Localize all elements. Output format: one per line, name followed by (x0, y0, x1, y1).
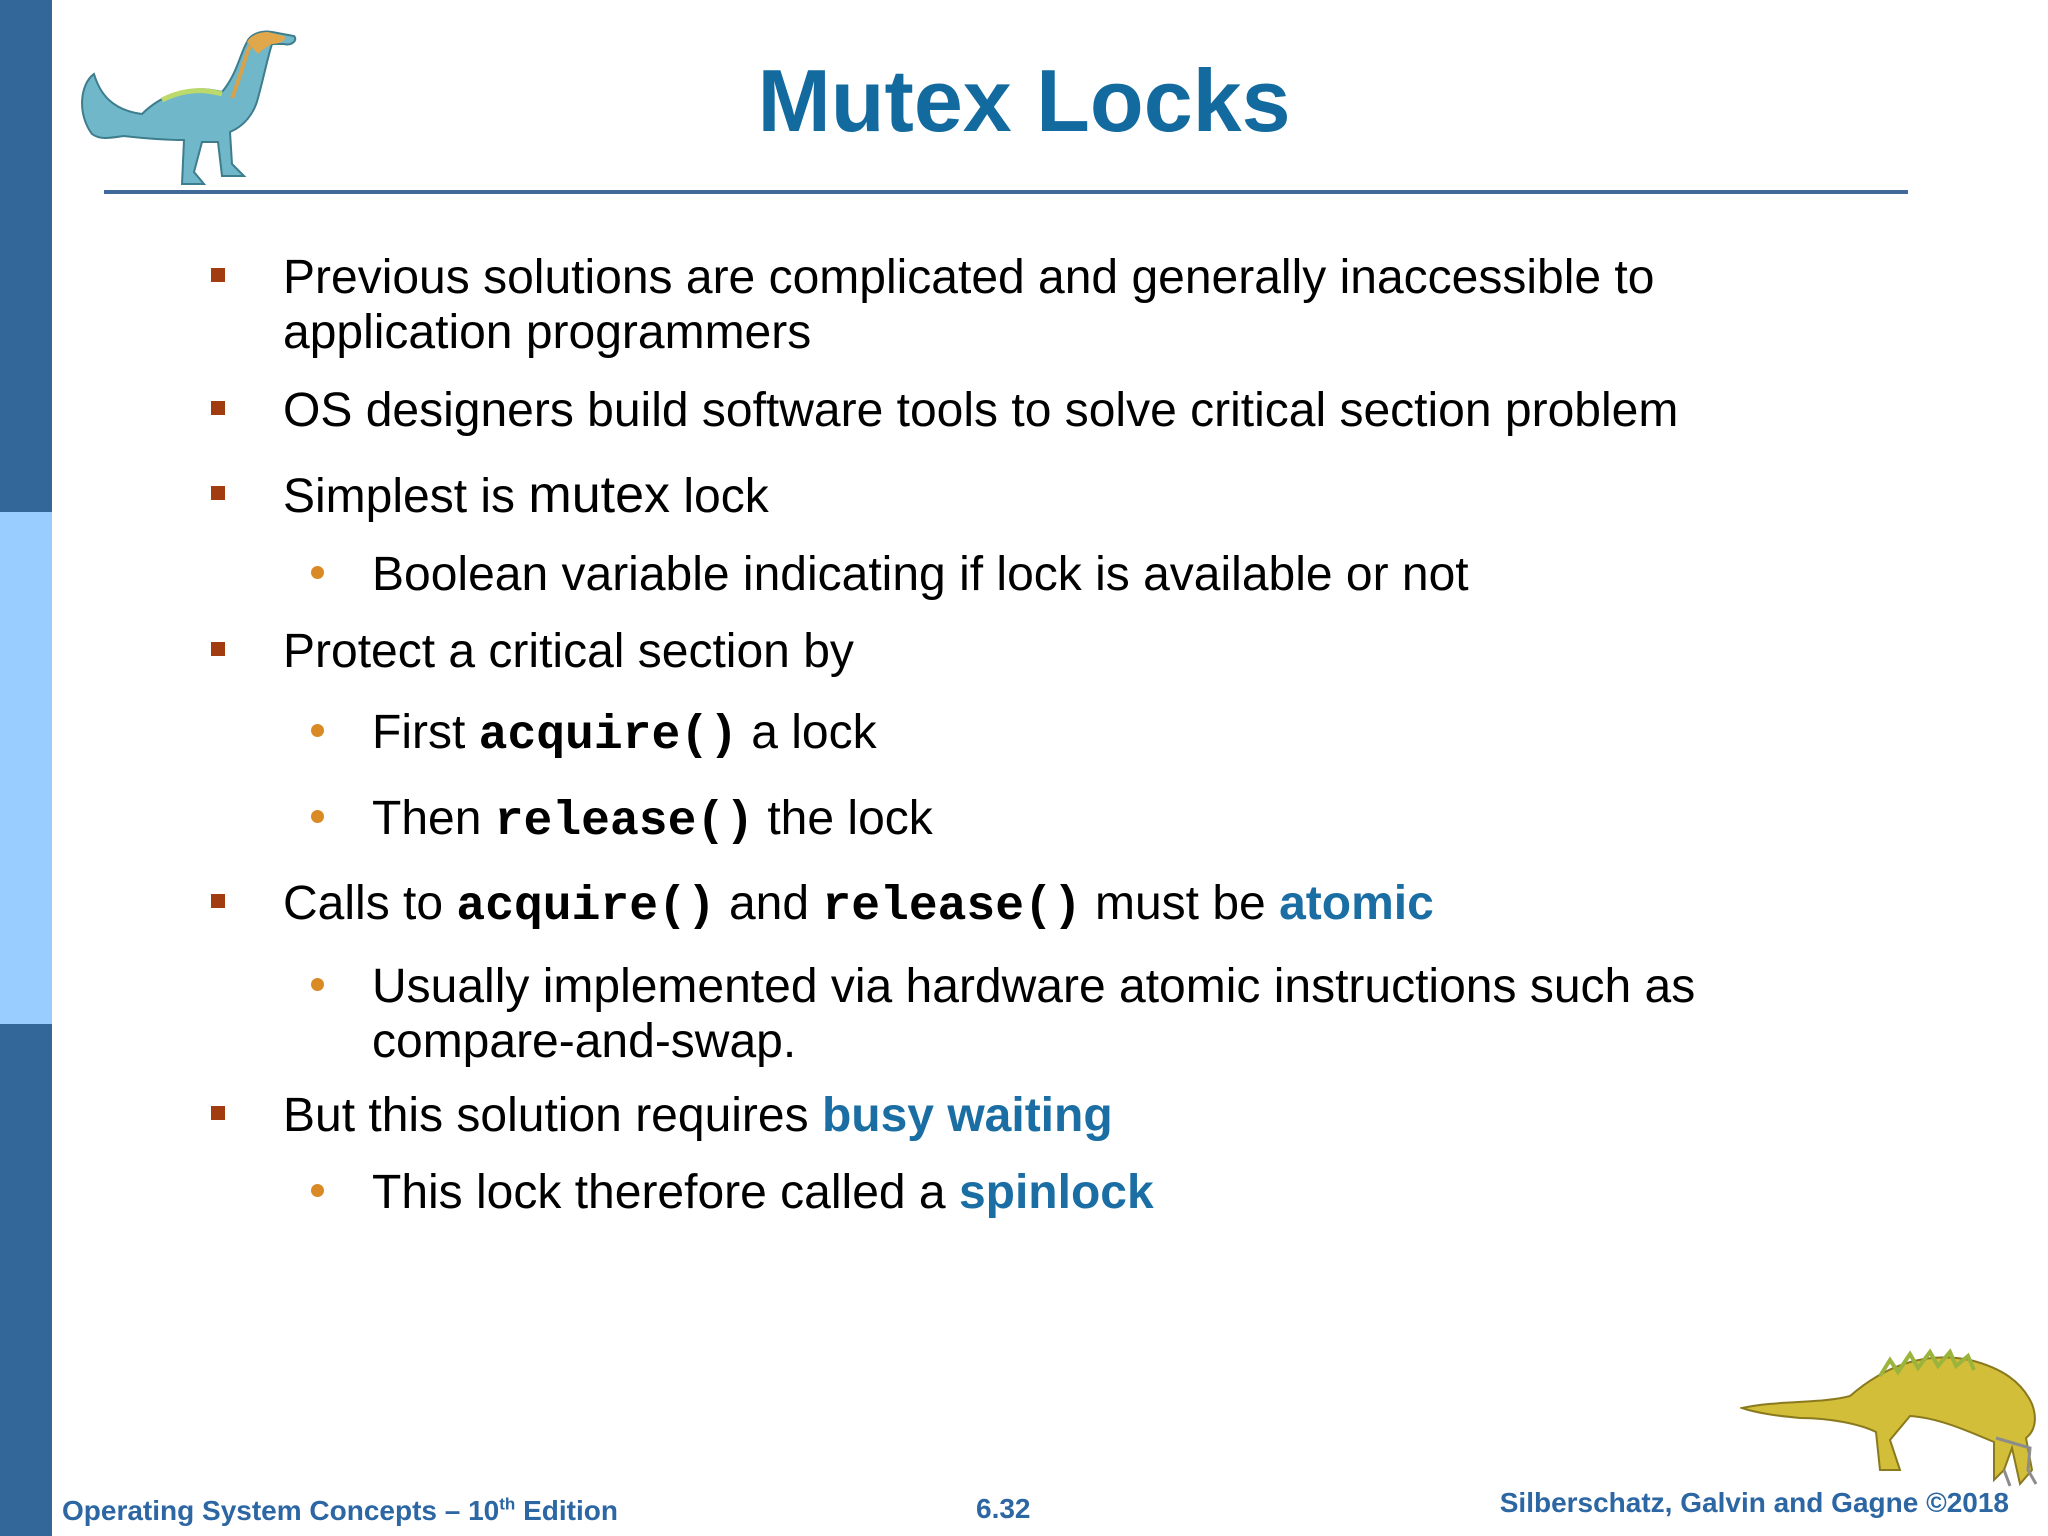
bullet-text: lock (670, 470, 769, 523)
bullet-text: Boolean variable indicating if lock is available or not (372, 548, 1469, 601)
bullet-text: But this solution requires (283, 1089, 822, 1142)
square-bullet-icon (211, 894, 225, 908)
footer-copyright: Silberschatz, Galvin and Gagne ©2018 (1499, 1487, 2009, 1518)
square-bullet-icon (211, 642, 225, 656)
slide-title: Mutex Locks (757, 51, 1291, 150)
sub-bullet-item (372, 959, 1932, 1069)
square-bullet-icon (211, 1106, 225, 1120)
code-keyword: release() (822, 880, 1082, 934)
square-bullet-icon (211, 268, 225, 282)
code-keyword: acquire() (478, 709, 738, 763)
footer-book-title (62, 1494, 618, 1528)
bullet-text: the lock (754, 792, 933, 845)
sub-bullet-item (372, 1165, 1932, 1220)
bullet-line: Previous solutions are complicated and generally inaccessible to (283, 251, 1655, 304)
bullet-text: First (372, 706, 479, 759)
footer-book-title-prefix: Operating System Concepts – 10 (62, 1495, 500, 1526)
dinosaur-logo-icon (1740, 1320, 2040, 1490)
bullet-line: application programmers (283, 306, 812, 359)
round-bullet-icon (311, 566, 324, 579)
bullet-text: This lock therefore called a (372, 1166, 959, 1219)
sub-bullet-item (372, 547, 1932, 602)
bullet-text: Then (372, 792, 495, 845)
highlighted-term: busy waiting (821, 1089, 1113, 1142)
footer-book-title-suffix: Edition (515, 1495, 618, 1526)
round-bullet-icon (311, 978, 324, 991)
bullet-text: Calls to (283, 877, 457, 930)
bullet-item (283, 876, 1923, 935)
bullet-item (283, 383, 1923, 438)
bullet-item (283, 468, 1923, 524)
bullet-text: Protect a critical section by (283, 625, 854, 678)
bullet-item (283, 1088, 1923, 1143)
bullet-item (283, 624, 1923, 679)
bullet-text: and (715, 877, 823, 930)
square-bullet-icon (211, 401, 225, 415)
bullet-text: must be (1081, 877, 1280, 930)
bullet-item (283, 250, 1923, 360)
bullet-text: OS designers build software tools to solve critical section problem (283, 384, 1679, 437)
bullet-line: compare-and-swap. (372, 1015, 797, 1068)
highlighted-term: spinlock (958, 1166, 1154, 1219)
round-bullet-icon (311, 810, 324, 823)
bullet-text: a lock (737, 706, 877, 759)
round-bullet-icon (311, 724, 324, 737)
footer-page-number: 6.32 (976, 1493, 1031, 1524)
round-bullet-icon (311, 1184, 324, 1197)
bullet-line: Usually implemented via hardware atomic instructions such as (372, 960, 1696, 1013)
footer-book-title-superscript: th (499, 1494, 516, 1514)
code-keyword: release() (494, 795, 754, 849)
square-bullet-icon (211, 486, 225, 500)
highlighted-term: atomic (1279, 877, 1434, 930)
sub-bullet-item (372, 705, 1932, 764)
emphasized-term: mutex (528, 466, 670, 524)
bullet-text: Simplest is (283, 470, 529, 523)
code-keyword: acquire() (456, 880, 716, 934)
sub-bullet-item (372, 791, 1932, 850)
